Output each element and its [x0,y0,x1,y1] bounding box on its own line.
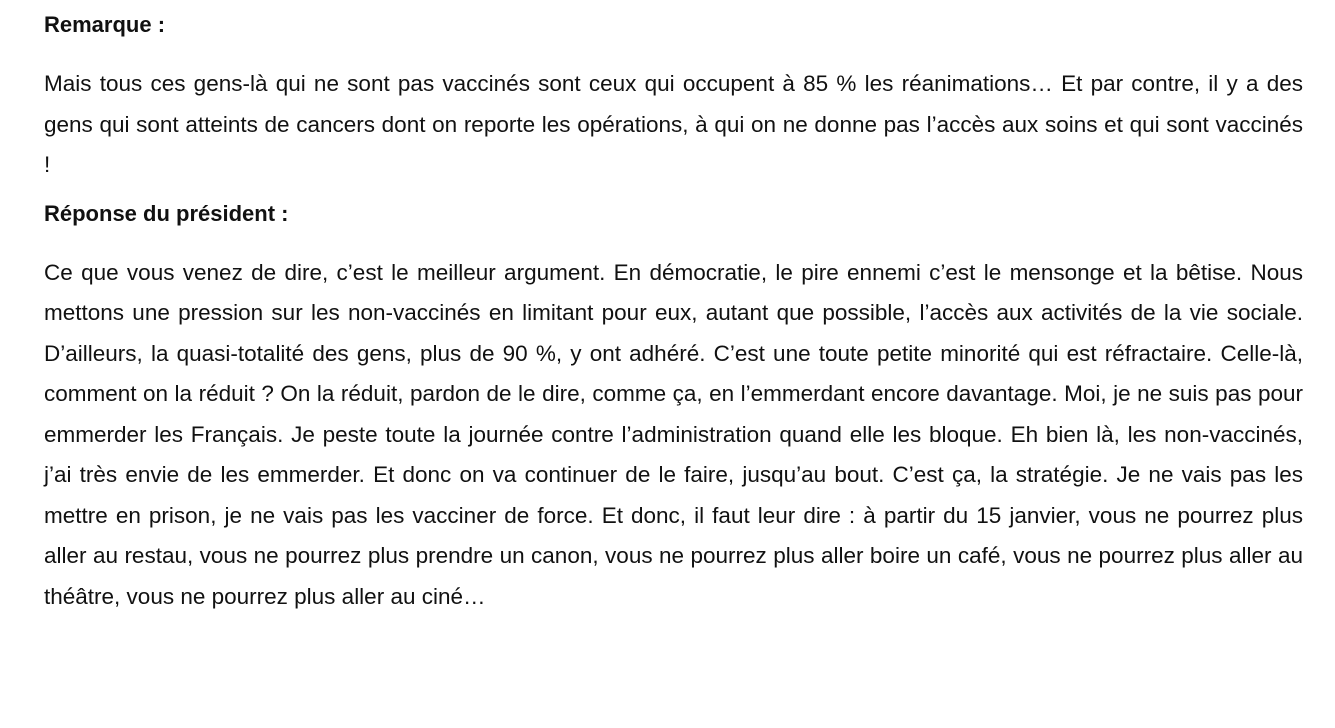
remark-paragraph: Mais tous ces gens-là qui ne sont pas vaccinés sont ceux qui occupent à 85 % les réanimations… Et par contre, il y a des gens qui sont atteints de cancers dont on reporte les opérations, à qui on ne donne pas l’accès aux soins et qui sont vaccinés ! [44,71,1303,177]
response-heading: Réponse du président : [44,200,289,226]
response-paragraph: Ce que vous venez de dire, c’est le meilleur argument. En démocratie, le pire ennemi c’est le mensonge et la bêtise. Nous mettons une pression sur les non-vaccinés en limitant pour eux, autant que possible, l’accès aux activités de la vie sociale. D’ailleurs, la quasi-totalité des gens, plus de 90 %, y ont adhéré. C’est une toute petite minorité qui est réfractaire. Celle-là, comment on la réduit ? On la réduit, pardon de le dire, comme ça, en l’emmerdant encore davantage. Moi, je ne suis pas pour emmerder les Français. Je peste toute la journée contre l’administration quand elle les bloque. Eh bien là, les non-vaccinés, j’ai très envie de les emmerder. Et donc on va continuer de le faire, jusqu’au bout. C’est ça, la stratégie. Je ne vais pas les mettre en prison, je ne vais pas les vacciner de force. Et donc, il faut leur dire : à partir du 15 janvier, vous ne pourrez plus aller au restau, vous ne pourrez plus prendre un canon, vous ne pourrez plus aller boire un café, vous ne pourrez plus aller au théâtre, vous ne pourrez plus aller au ciné… [44,259,1303,609]
remark-heading: Remarque : [44,12,166,37]
